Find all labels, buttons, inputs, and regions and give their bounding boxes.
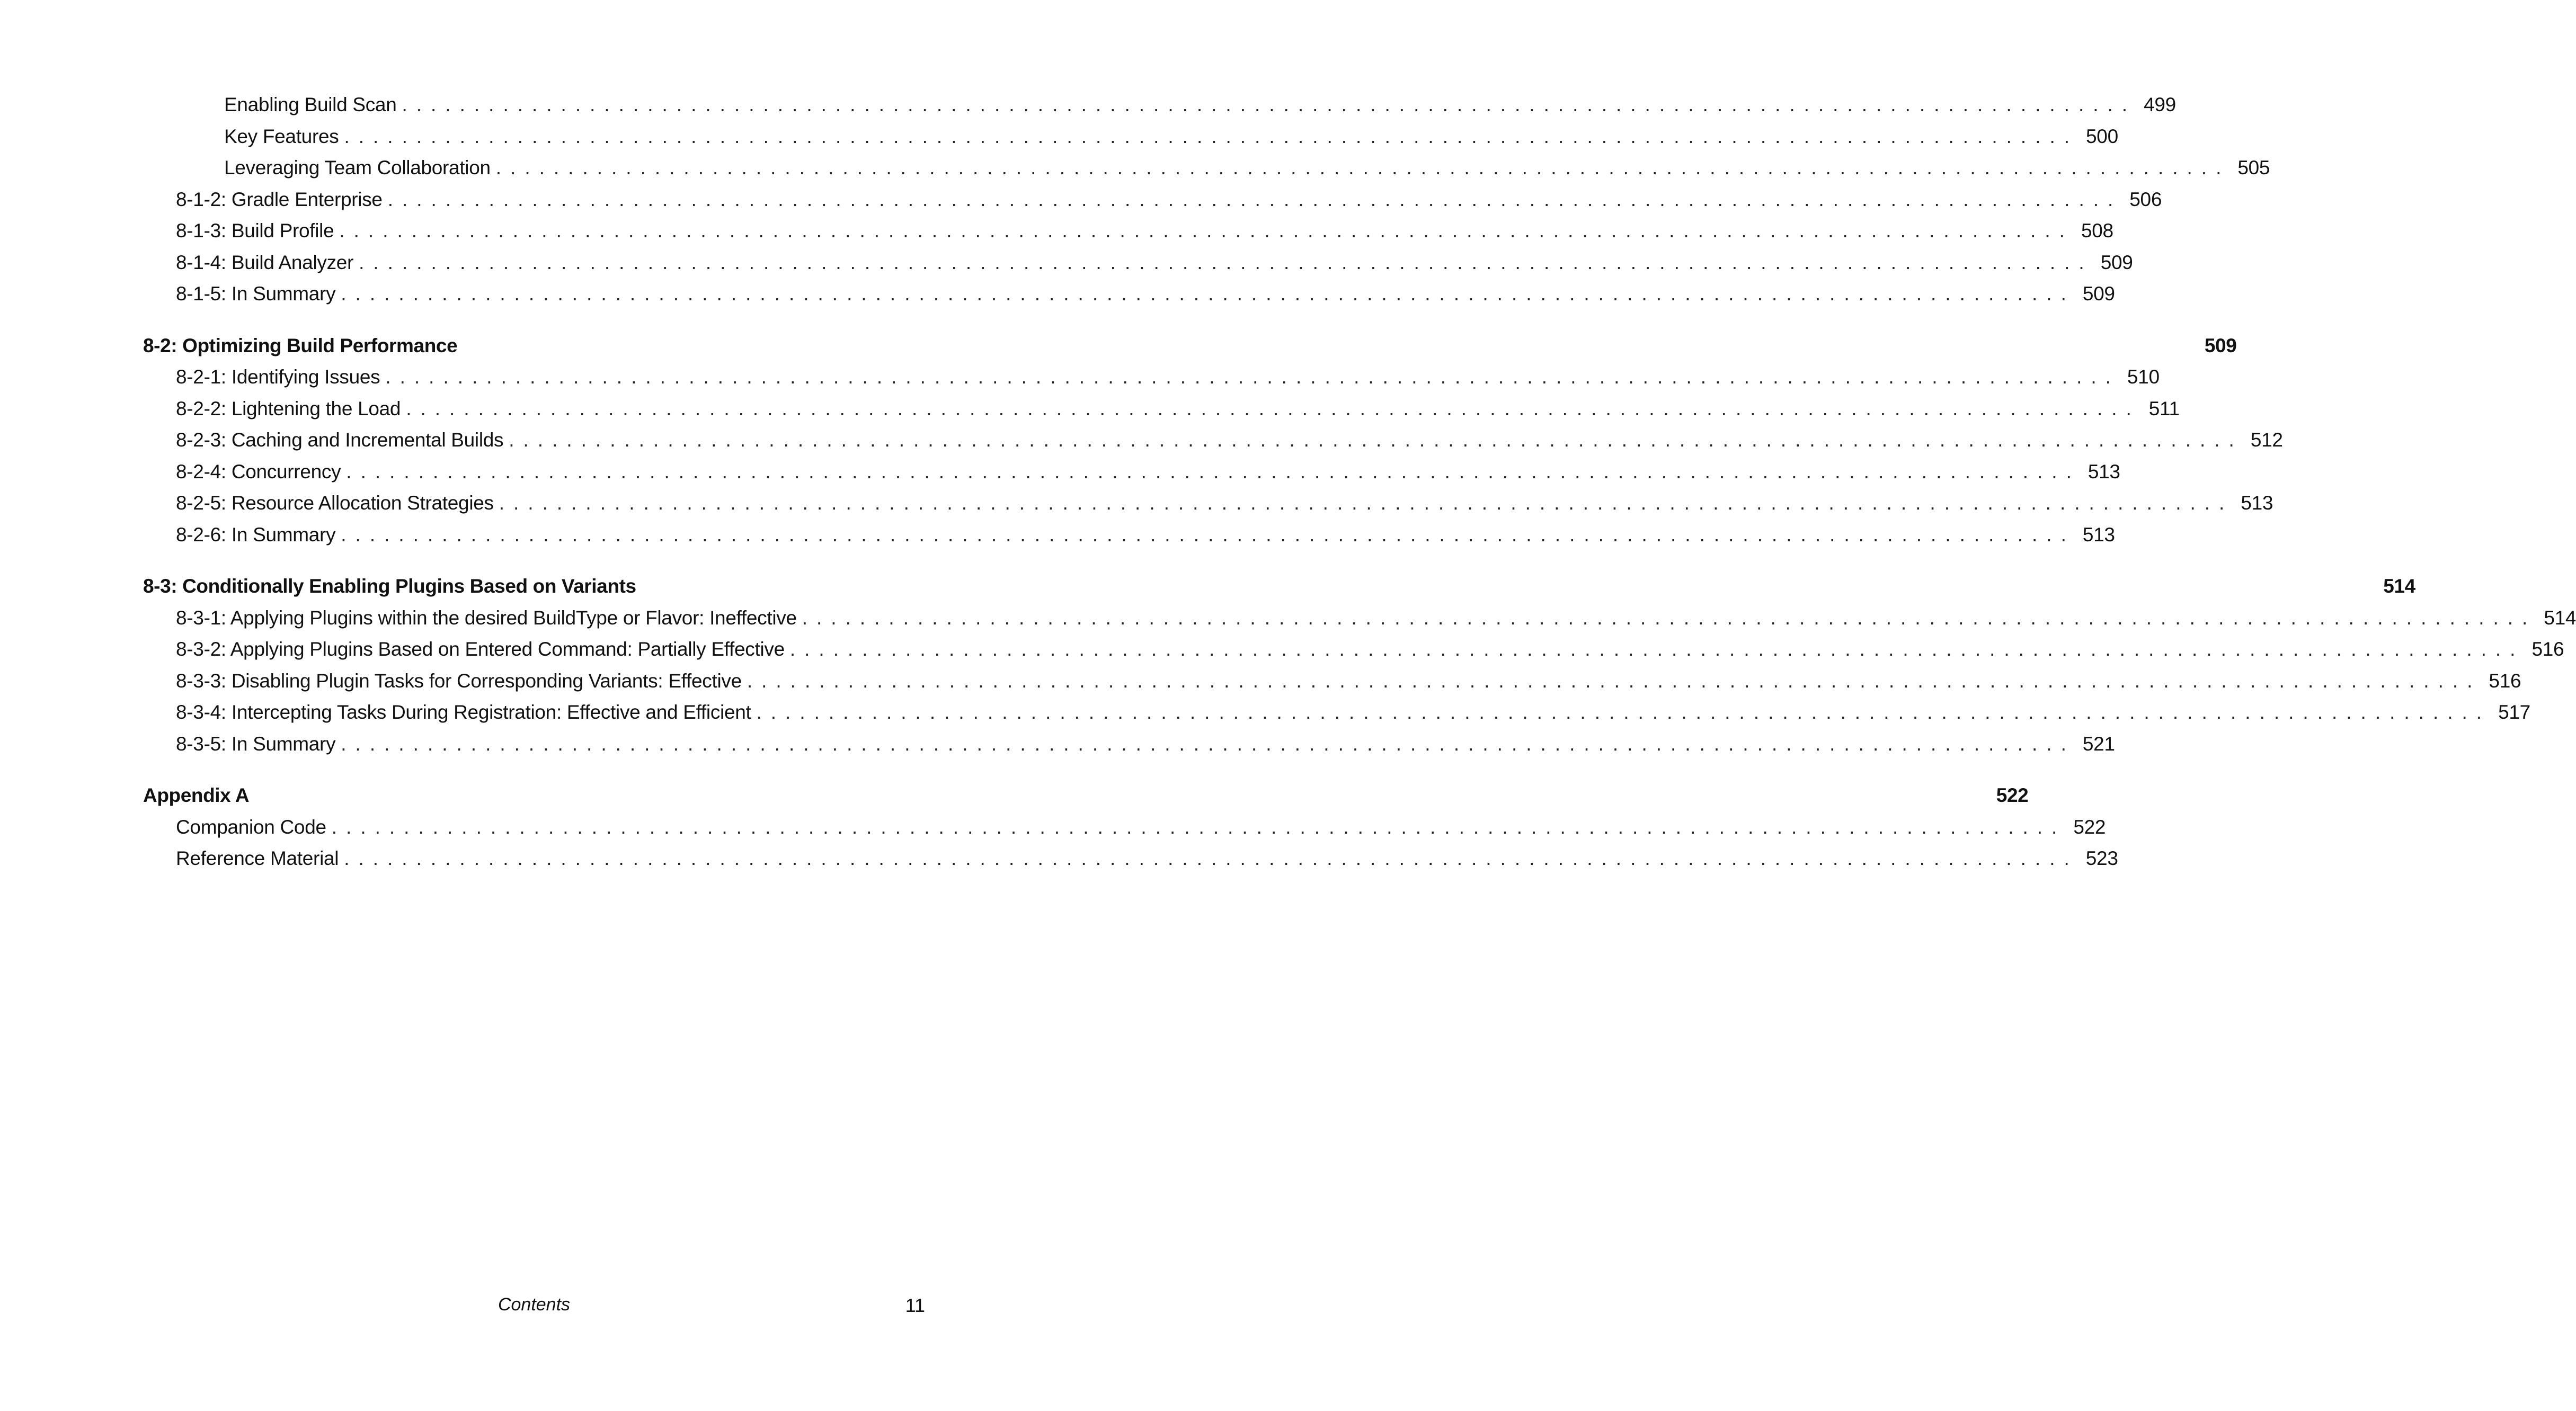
- toc-entry-title: Companion Code: [176, 816, 326, 838]
- toc-entry[interactable]: [143, 152, 2270, 184]
- dot-leader: ........................................................................................................................: [402, 94, 2137, 115]
- dot-leader: ........................................................................................................................: [406, 397, 2140, 419]
- toc-entry[interactable]: [143, 519, 2115, 551]
- toc-entry-title: 8-2-1: Identifying Issues: [176, 366, 380, 388]
- toc-entry[interactable]: [143, 247, 2133, 279]
- toc-entry-title: 8-1-5: In Summary: [176, 283, 336, 305]
- toc-entry-title: 8-2-5: Resource Allocation Strategies: [176, 492, 494, 514]
- dot-leader: ........................................................................................................................: [341, 283, 2075, 305]
- toc-entry-title: 8-2-4: Concurrency: [176, 460, 341, 483]
- toc-page-number: 513: [2241, 492, 2273, 514]
- toc-entry[interactable]: [143, 361, 2160, 393]
- toc-page-number: 505: [2237, 157, 2270, 178]
- toc-entry-title: 8-1-2: Gradle Enterprise: [176, 188, 383, 210]
- toc-page-number: 514: [2383, 575, 2415, 597]
- toc-entry[interactable]: [143, 184, 2162, 216]
- toc-page-number: 522: [2073, 816, 2106, 838]
- toc-entry[interactable]: [143, 456, 2120, 488]
- toc-page-number: 513: [2082, 523, 2115, 546]
- toc-entry[interactable]: [143, 602, 2576, 634]
- toc-entry[interactable]: [143, 665, 2521, 697]
- toc-entry-title: 8-1-4: Build Analyzer: [176, 251, 354, 273]
- toc-section: [143, 780, 2118, 874]
- toc-page-number: 509: [2204, 334, 2237, 356]
- dot-leader: ........................................................................................................................: [387, 188, 2122, 210]
- toc-section: [143, 330, 2283, 551]
- toc-entry-title: 8-3-1: Applying Plugins within the desired BuildType or Flavor: Ineffective: [176, 606, 797, 629]
- toc-entry-title: 8-1-3: Build Profile: [176, 220, 334, 242]
- toc-entry-title: 8-2-2: Lightening the Load: [176, 397, 401, 419]
- toc-page-number: 508: [2081, 220, 2113, 242]
- toc-entry-title: 8-3-4: Intercepting Tasks During Registration: Effective and Efficient: [176, 701, 751, 723]
- dot-leader: ........................................................................................................................: [341, 523, 2075, 546]
- toc-entry[interactable]: [143, 89, 2176, 121]
- toc-entry-title: Key Features: [224, 125, 339, 147]
- toc-page-number: 509: [2100, 251, 2133, 273]
- dot-leader: ........................................................................................................................: [789, 638, 2525, 660]
- toc-page-number: 517: [2498, 701, 2530, 723]
- toc-heading[interactable]: [143, 330, 2237, 362]
- dot-leader: ........................................................................................................................: [499, 492, 2234, 514]
- toc-entry-title: Leveraging Team Collaboration: [224, 157, 491, 178]
- toc-section: [143, 570, 2576, 760]
- dot-leader: ........................................................................................................................: [346, 460, 2081, 483]
- dot-leader: ........................................................................................................................: [331, 816, 2066, 838]
- toc-entry[interactable]: [143, 424, 2283, 456]
- toc-entry-title: 8-2-6: In Summary: [176, 523, 336, 546]
- dot-leader: ........................................................................................................................: [802, 606, 2537, 629]
- toc-section: [143, 89, 2270, 310]
- toc-entry[interactable]: [143, 633, 2564, 665]
- toc-page-number: 521: [2082, 733, 2115, 755]
- toc-page-number: 510: [2127, 366, 2160, 388]
- toc-page-number: 523: [2085, 847, 2118, 869]
- toc-page-number: 499: [2144, 94, 2176, 115]
- toc-page-number: 516: [2489, 669, 2521, 692]
- dot-leader: ........................................................................................................................: [344, 125, 2079, 147]
- dot-leader: ........................................................................................................................: [756, 701, 2491, 723]
- toc-heading[interactable]: [143, 570, 2415, 602]
- toc-entry[interactable]: [143, 696, 2530, 728]
- table-of-contents: [143, 89, 2576, 895]
- toc-entry-title: Appendix A: [143, 784, 250, 806]
- toc-entry-title: 8-3: Conditionally Enabling Plugins Based on Variants: [143, 575, 636, 597]
- toc-page-number: 506: [2129, 188, 2162, 210]
- toc-entry-title: 8-3-5: In Summary: [176, 733, 336, 755]
- toc-page-number: 500: [2086, 125, 2118, 147]
- toc-entry-title: Enabling Build Scan: [224, 94, 397, 115]
- toc-page-number: 522: [1996, 784, 2029, 806]
- dot-leader: ........................................................................................................................: [344, 847, 2078, 869]
- dot-leader: ........................................................................................................................: [509, 429, 2243, 451]
- toc-entry-title: 8-2: Optimizing Build Performance: [143, 334, 458, 356]
- toc-entry[interactable]: [143, 121, 2118, 153]
- toc-entry-title: Reference Material: [176, 847, 339, 869]
- running-title: Contents: [498, 1294, 571, 1315]
- toc-page-number: 509: [2082, 283, 2115, 305]
- toc-page-number: 516: [2531, 638, 2564, 660]
- page-footer: [143, 1294, 925, 1321]
- toc-entry-title: 8-3-2: Applying Plugins Based on Entered Command: Partially Effective: [176, 638, 785, 660]
- toc-entry[interactable]: [143, 811, 2106, 843]
- dot-leader: ........................................................................................................................: [359, 251, 2093, 273]
- toc-page-number: 513: [2088, 460, 2120, 483]
- dot-leader: ........................................................................................................................: [747, 669, 2482, 692]
- toc-entry[interactable]: [143, 215, 2113, 247]
- toc-page-number: 514: [2544, 606, 2576, 629]
- toc-heading[interactable]: [143, 780, 2029, 811]
- toc-entry[interactable]: [143, 487, 2273, 519]
- toc-entry-title: 8-3-3: Disabling Plugin Tasks for Corresponding Variants: Effective: [176, 669, 742, 692]
- toc-entry[interactable]: [143, 728, 2115, 760]
- toc-entry-title: 8-2-3: Caching and Incremental Builds: [176, 429, 504, 451]
- toc-entry[interactable]: [143, 278, 2115, 310]
- toc-entry[interactable]: [143, 393, 2180, 425]
- dot-leader: ........................................................................................................................: [495, 157, 2231, 178]
- toc-page-number: 512: [2250, 429, 2283, 451]
- dot-leader: ........................................................................................................................: [385, 366, 2120, 388]
- dot-leader: ........................................................................................................................: [341, 733, 2075, 755]
- toc-page-number: 511: [2148, 397, 2180, 419]
- page-number: 11: [905, 1294, 925, 1316]
- dot-leader: ........................................................................................................................: [339, 220, 2074, 242]
- toc-entry[interactable]: [143, 843, 2118, 874]
